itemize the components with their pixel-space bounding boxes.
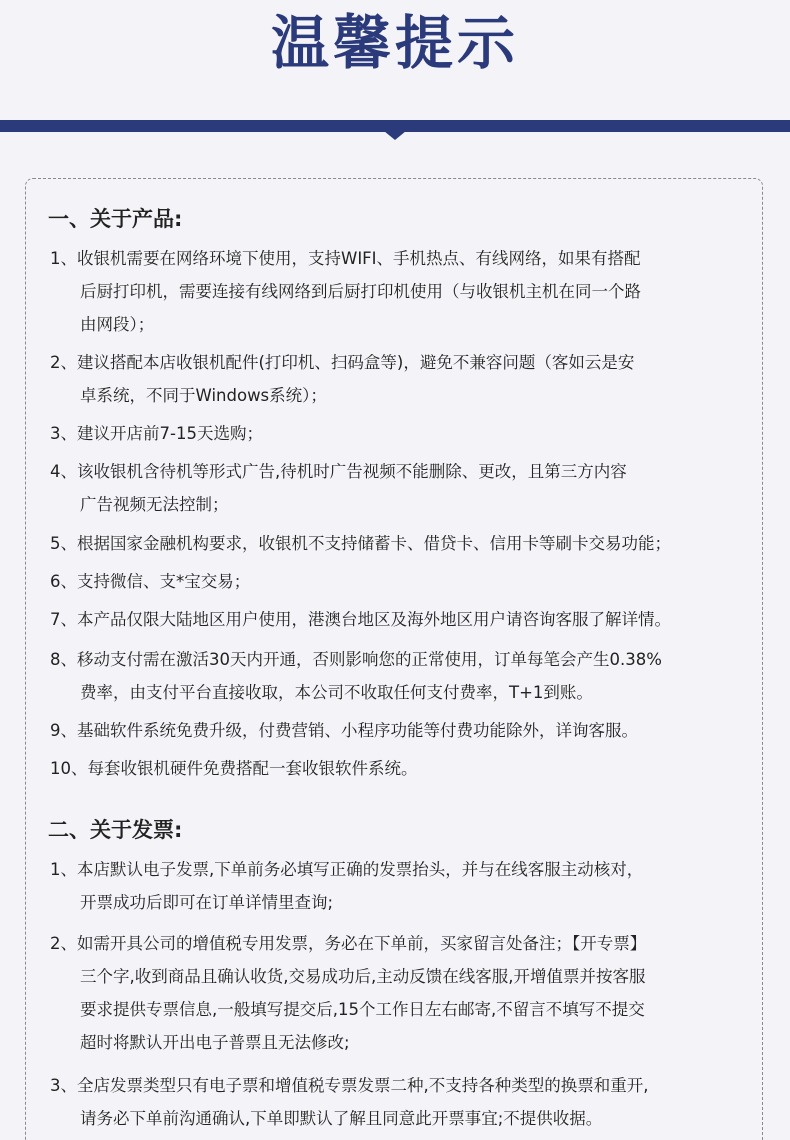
invoice-line: 请务必下单前沟通确认,下单即默认了解且同意此开票事宜;不提供收据。 [80,1109,603,1128]
product-line: 8、移动支付需在激活30天内开通，否则影响您的正常使用，订单每笔会产生0.38% [50,650,662,669]
section-title-invoice: 二、关于发票: [48,818,183,842]
product-line: 广告视频无法控制； [80,495,229,514]
product-line: 后厨打印机，需要连接有线网络到后厨打印机使用（与收银机主机在同一个路 [80,282,641,301]
product-line: 由网段）； [80,315,155,334]
page-title: 温馨提示 [270,9,519,77]
product-line: 费率，由支付平台直接收取，本公司不收取任何支付费率，T+1到账。 [80,683,593,702]
product-line: 2、建议搭配本店收银机配件(打印机、扫码盒等)，避免不兼容问题（客如云是安 [50,353,635,372]
product-line: 4、该收银机含待机等形式广告,待机时广告视频不能删除、更改，且第三方内容 [50,462,627,481]
product-line: 7、本产品仅限大陆地区用户使用，港澳台地区及海外地区用户请咨询客服了解详情。 [50,610,671,629]
invoice-line: 要求提供专票信息,一般填写提交后,15个工作日左右邮寄,不留言不填写不提交 [80,1000,645,1019]
product-line: 6、支持微信、支*宝交易； [50,572,251,591]
product-line: 5、根据国家金融机构要求，收银机不支持储蓄卡、借贷卡、信用卡等刷卡交易功能； [50,534,671,553]
invoice-line: 开票成功后即可在订单详情里查询; [80,893,334,912]
invoice-line: 超时将默认开出电子普票且无法修改; [80,1033,350,1052]
product-line: 3、建议开店前7-15天选购； [50,424,263,443]
product-line: 卓系统，不同于Windows系统）； [80,386,327,405]
invoice-line: 2、如需开具公司的增值税专用发票，务必在下单前，买家留言处备注；【开专票】 [50,934,647,953]
product-line: 9、基础软件系统免费升级，付费营销、小程序功能等付费功能除外，详询客服。 [50,721,638,740]
header-divider-notch [384,131,406,140]
invoice-line: 1、本店默认电子发票,下单前务必填写正确的发票抬头，并与在线客服主动核对， [50,860,644,879]
invoice-line: 3、全店发票类型只有电子票和增值税专票发票二种,不支持各种类型的换票和重开, [50,1076,649,1095]
product-line: 10、每套收银机硬件免费搭配一套收银软件系统。 [50,759,418,778]
section-title-product: 一、关于产品: [48,207,183,231]
product-line: 1、收银机需要在网络环境下使用，支持WIFI、手机热点、有线网络，如果有搭配 [50,249,641,268]
invoice-line: 三个字,收到商品且确认收货,交易成功后,主动反馈在线客服,开增值票并按客服 [80,967,646,986]
